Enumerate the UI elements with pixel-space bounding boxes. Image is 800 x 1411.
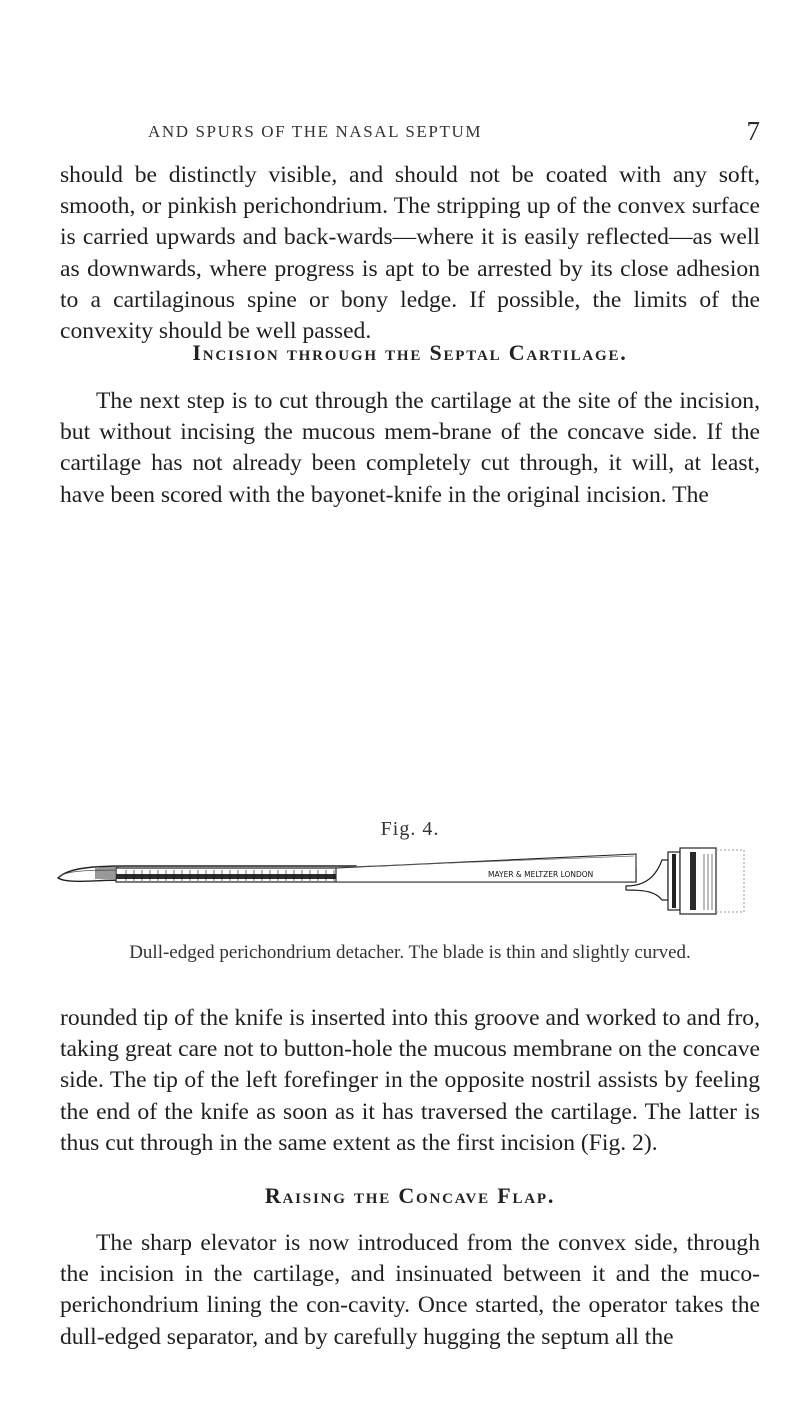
paragraph-4: The sharp elevator is now introduced from the convex side, through the incision in the cartilage, and insinuated between it and the muco-perichondrium lining the con-cavity. Once started, the operator takes the dull-edged separator, and by carefully hugging the septum all the [60,1230,760,1350]
running-head: AND SPURS OF THE NASAL SEPTUM [148,122,483,141]
perichondrium-detacher-illustration [56,846,748,936]
paragraph-2: The next step is to cut through the cartilage at the site of the incision, but without incising the mucous mem-brane of the concave side. If the cartilage has not already been completely cut through, it will, at least, have been scored with the bayonet-knife in the original incision. The [60,388,760,508]
paragraph-3: rounded tip of the knife is inserted into this groove and worked to and fro, taking great care not to button-hole the mucous membrane on the concave side. The tip of the left forefinger in the opposite nostril assists by feeling the end of the knife as soon as it has traversed the cartilage. The latter is thus cut through in the same extent as the first incision (Fig. 2). [60,1005,760,1156]
maker-mark: MAYER & MELTZER LONDON [488,870,594,879]
page-header [60,116,760,152]
section-heading-incision: Incision through the Septal Cartilage. [192,340,628,365]
figure-caption: Dull-edged perichondrium detacher. The blade is thin and slightly curved. [129,942,691,963]
page-number: 7 [746,116,760,146]
figure-label: Fig. 4. [380,818,440,840]
section-heading-raising: Raising the Concave Flap. [264,1183,556,1208]
paragraph-1: should be distinctly visible, and should not be coated with any soft, smooth, or pinkish perichondrium. The stripping up of the convex surface is carried upwards and back-wards—where it is easily reflected—as well as downwards, where progress is apt to be arrested by its close adhesion to a cartilaginous spine or bony ledge. If possible, the limits of the convexity should be well passed. [60,162,760,345]
